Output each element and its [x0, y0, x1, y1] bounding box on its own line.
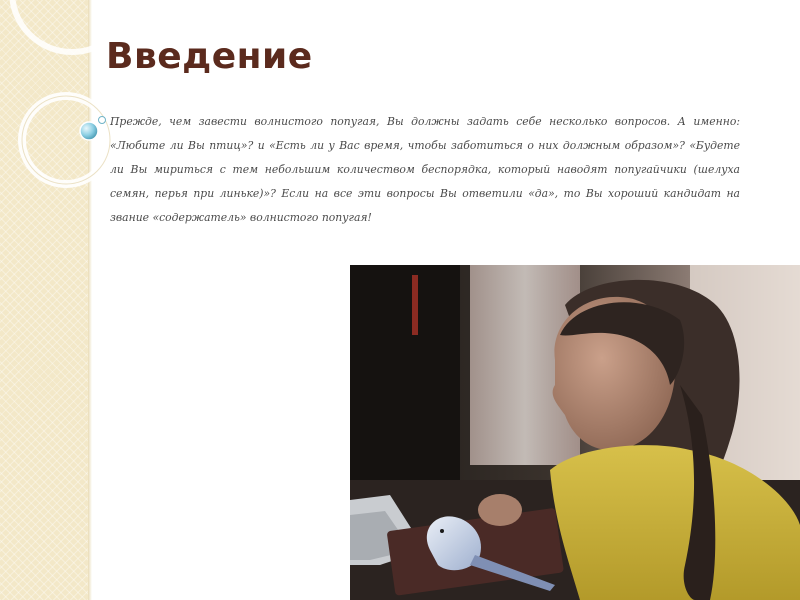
bullet-icon	[98, 116, 106, 124]
slide-title: Введение	[106, 36, 313, 77]
slide-body	[110, 110, 740, 230]
photo-illustration	[350, 265, 800, 600]
photo-girl-with-budgie	[350, 265, 800, 600]
intro-paragraph: Прежде, чем завести волнистого попугая, Вы должны задать себе несколько вопросов. А именно: «Любите ли Вы птиц»? и «Есть ли у Вас время, чтобы заботиться о них должным образом»? «Будете ли Вы мириться с тем небольшим количеством беспорядка, который наводят попугайчики (шелуха семян, перья при линьке)»? Если на все эти вопросы Вы ответили «да», то Вы хороший кандидат на звание «содержатель» волнистого попугая!	[110, 115, 740, 224]
